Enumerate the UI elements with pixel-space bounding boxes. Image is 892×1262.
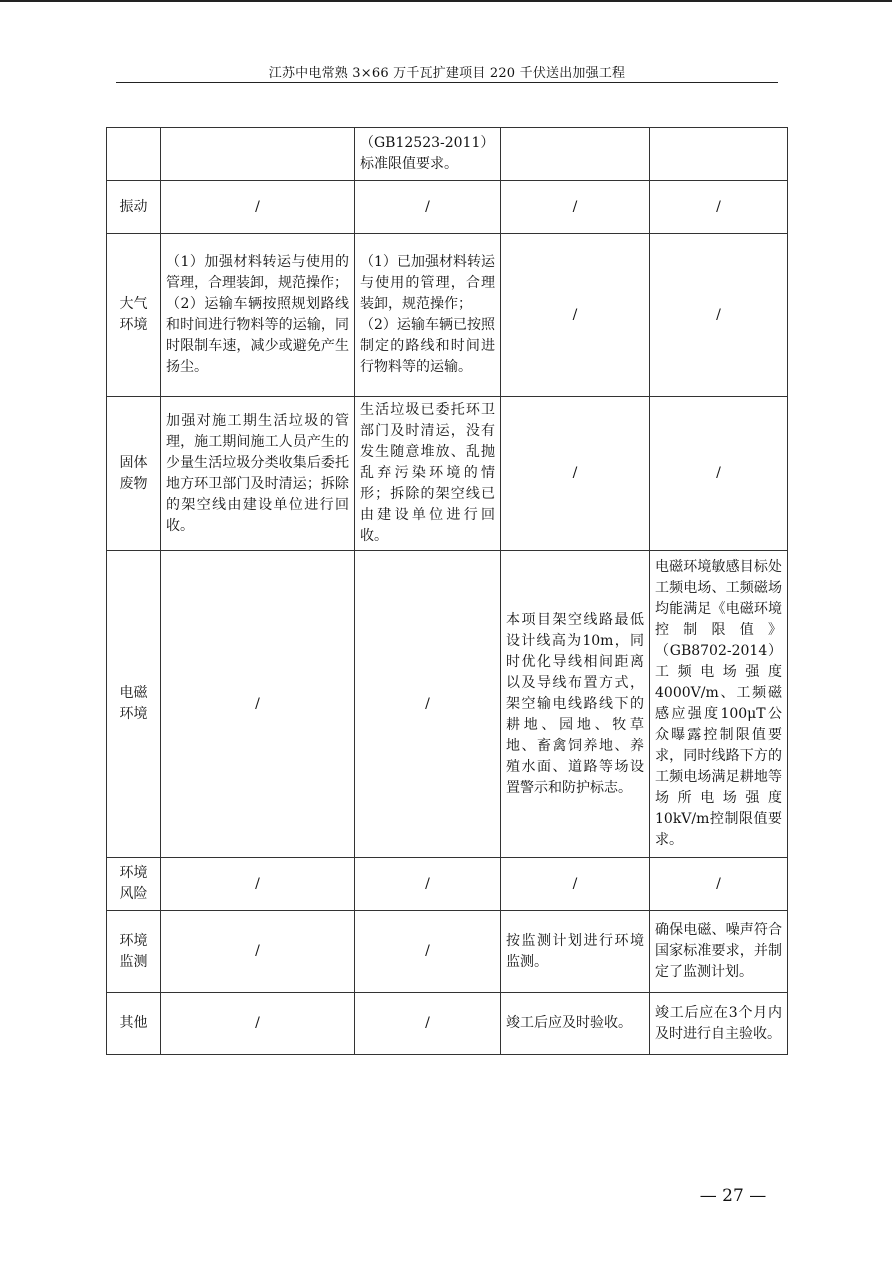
row-category: 电磁 环境 — [107, 551, 161, 858]
cell-implementation: / — [355, 911, 501, 993]
cell-operation-measure: 按监测计划进行环境监测。 — [501, 911, 650, 993]
cell-implementation: （GB12523-2011）标准限值要求。 — [355, 128, 501, 181]
cell-implementation: / — [355, 551, 501, 858]
cell-operation-status: 竣工后应在3个月内及时进行自主验收。 — [650, 993, 788, 1055]
cell-implementation: / — [355, 993, 501, 1055]
cell-design-measure: 加强对施工期生活垃圾的管理，施工期间施工人员产生的少量生活垃圾分类收集后委托地方环卫部门及时清运；拆除的架空线由建设单位进行回收。 — [161, 397, 355, 551]
cell-implementation: 生活垃圾已委托环卫部门及时清运，没有发生随意堆放、乱抛乱弃污染环境的情形；拆除的架空线已由建设单位进行回收。 — [355, 397, 501, 551]
row-category: 大气 环境 — [107, 234, 161, 397]
cell-design-measure: / — [161, 858, 355, 911]
cell-operation-measure: 本项目架空线路最低设计线高为10m，同时优化导线相间距离以及导线布置方式，架空输电线路线下的耕地、园地、牧草地、畜禽饲养地、养殖水面、道路等场设置警示和防护标志。 — [501, 551, 650, 858]
table-row — [107, 858, 788, 911]
cell-operation-status: 电磁环境敏感目标处工频电场、工频磁场均能满足《电磁环境控制限值》（GB8702-2014）工频电场强度4000V/m、工频磁感应强度100μT公众曝露控制限值要求，同时线路下方的工频电场满足耕地等场所电场强度10kV/m控制限值要求。 — [650, 551, 788, 858]
paragraph: （1）已加强材料转运与使用的管理，合理装卸，规范操作； — [360, 254, 495, 312]
row-category: 环境 风险 — [107, 858, 161, 911]
cell-operation-measure: 竣工后应及时验收。 — [501, 993, 650, 1055]
table-row — [107, 911, 788, 993]
table-row — [107, 397, 788, 551]
cell-design-measure — [161, 234, 355, 397]
page-number: — 27 — — [699, 1186, 767, 1206]
cell-operation-status: / — [650, 234, 788, 397]
table-row — [107, 993, 788, 1055]
cell-operation-status: 确保电磁、噪声符合国家标准要求，并制定了监测计划。 — [650, 911, 788, 993]
cell-implementation: / — [355, 858, 501, 911]
table-row — [107, 181, 788, 234]
cell-design-measure — [161, 128, 355, 181]
row-category: 固体 废物 — [107, 397, 161, 551]
paragraph: （2）运输车辆已按照制定的路线和时间进行物料等的运输。 — [360, 317, 495, 375]
page-header-title: 江苏中电常熟 3×66 万千瓦扩建项目 220 千伏送出加强工程 — [268, 66, 626, 81]
cell-operation-measure: / — [501, 234, 650, 397]
environmental-measures-table — [106, 127, 788, 1055]
cell-operation-status: / — [650, 858, 788, 911]
cell-operation-status: / — [650, 181, 788, 234]
cell-design-measure: / — [161, 993, 355, 1055]
table-row — [107, 234, 788, 397]
table-row — [107, 128, 788, 181]
cell-operation-status: / — [650, 397, 788, 551]
cell-design-measure: / — [161, 911, 355, 993]
table-row — [107, 551, 788, 858]
header-rule — [116, 82, 778, 83]
paragraph: （1）加强材料转运与使用的管理，合理装卸，规范操作； — [166, 254, 349, 291]
row-category: 环境 监测 — [107, 911, 161, 993]
cell-implementation: / — [355, 181, 501, 234]
top-border-line — [0, 0, 892, 2]
paragraph: （2）运输车辆按照规划路线和时间进行物料等的运输，同时限制车速，减少或避免产生扬尘。 — [166, 296, 349, 375]
cell-design-measure: / — [161, 181, 355, 234]
row-category — [107, 128, 161, 181]
cell-operation-measure: / — [501, 181, 650, 234]
cell-operation-measure: / — [501, 397, 650, 551]
row-category: 其他 — [107, 993, 161, 1055]
row-category: 振动 — [107, 181, 161, 234]
cell-implementation — [355, 234, 501, 397]
cell-operation-status — [650, 128, 788, 181]
cell-design-measure: / — [161, 551, 355, 858]
cell-operation-measure — [501, 128, 650, 181]
cell-operation-measure: / — [501, 858, 650, 911]
